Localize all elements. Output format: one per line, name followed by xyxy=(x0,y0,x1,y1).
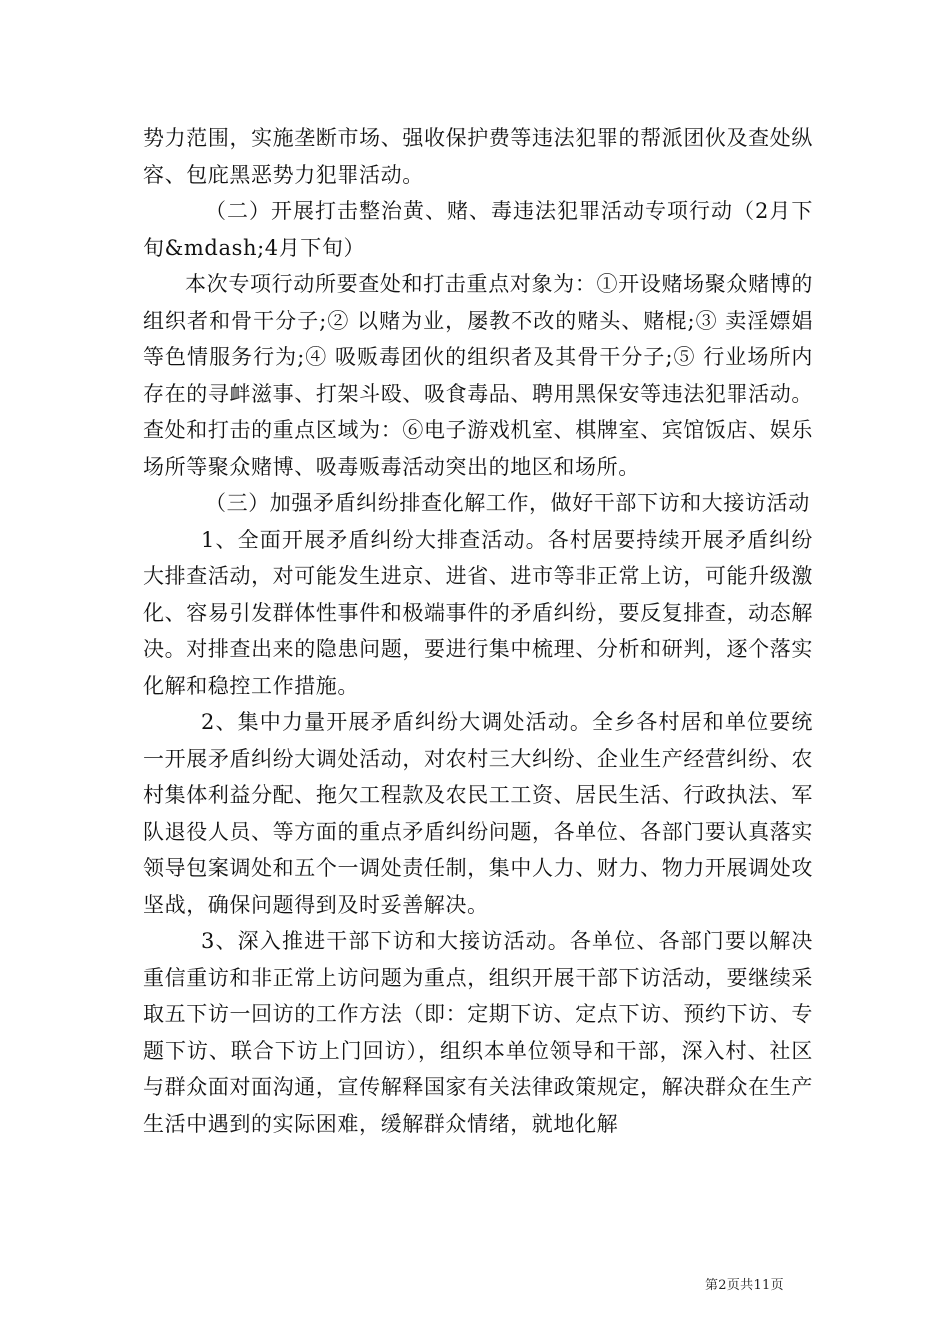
paragraph-continuation: 势力范围，实施垄断市场、强收保护费等违法犯罪的帮派团伙及查处纵容、包庇黑恶势力犯罪活动。 xyxy=(143,126,813,187)
paragraph-item-2: 2、集中力量开展矛盾纠纷大调处活动。全乡各村居和单位要统一开展矛盾纠纷大调处活动，对农村三大纠纷、企业生产经营纠纷、农村集体利益分配、拖欠工程款及农民工工资、居民生活、行政执法、军队退役人员、等方面的重点矛盾纠纷问题，各单位、各部门要认真落实领导包案调处和五个一调处责任制，集中人力、财力、物力开展调处攻坚战，确保问题得到及时妥善解决。 xyxy=(143,710,813,917)
paragraph-item-3: 3、深入推进干部下访和大接访活动。各单位、各部门要以解决重信重访和非正常上访问题为重点，组织开展干部下访活动，要继续采取五下访一回访的工作方法（即：定期下访、定点下访、预约下访、专题下访、联合下访上门回访），组织本单位领导和干部，深入村、社区与群众面对面沟通，宣传解释国家有关法律政策规定，解决群众在生产生活中遇到的实际困难，缓解群众情绪，就地化解 xyxy=(143,929,813,1136)
page-number-indicator: 第2页共11页 xyxy=(705,1278,784,1293)
document-body xyxy=(143,120,813,1142)
paragraph-key-targets: 本次专项行动所要查处和打击重点对象为：①开设赌场聚众赌博的组织者和骨干分子;② 以赌为业，屡教不改的赌头、赌棍;③ 卖淫嫖娼等色情服务行为;④ 吸贩毒团伙的组织者及其骨干分子;⑤ 行业场所内存在的寻衅滋事、打架斗殴、吸食毒品、聘用黑保安等违法犯罪活动。查处和打击的重点区域为：⑥电子游戏机室、棋牌室、宾馆饭店、娱乐场所等聚众赌博、吸毒贩毒活动突出的地区和场所。 xyxy=(143,272,813,479)
paragraph-item-1: 1、全面开展矛盾纠纷大排查活动。各村居要持续开展矛盾纠纷大排查活动，对可能发生进京、进省、进市等非正常上访，可能升级激化、容易引发群体性事件和极端事件的矛盾纠纷，要反复排查，动态解决。对排查出来的隐患问题，要进行集中梳理、分析和研判，逐个落实化解和稳控工作措施。 xyxy=(143,527,813,698)
section-heading-2: （二）开展打击整治黄、赌、毒违法犯罪活动专项行动（2月下旬&mdash;4月下旬） xyxy=(143,199,813,260)
section-heading-3: （三）加强矛盾纠纷排查化解工作，做好干部下访和大接访活动 xyxy=(205,491,810,515)
